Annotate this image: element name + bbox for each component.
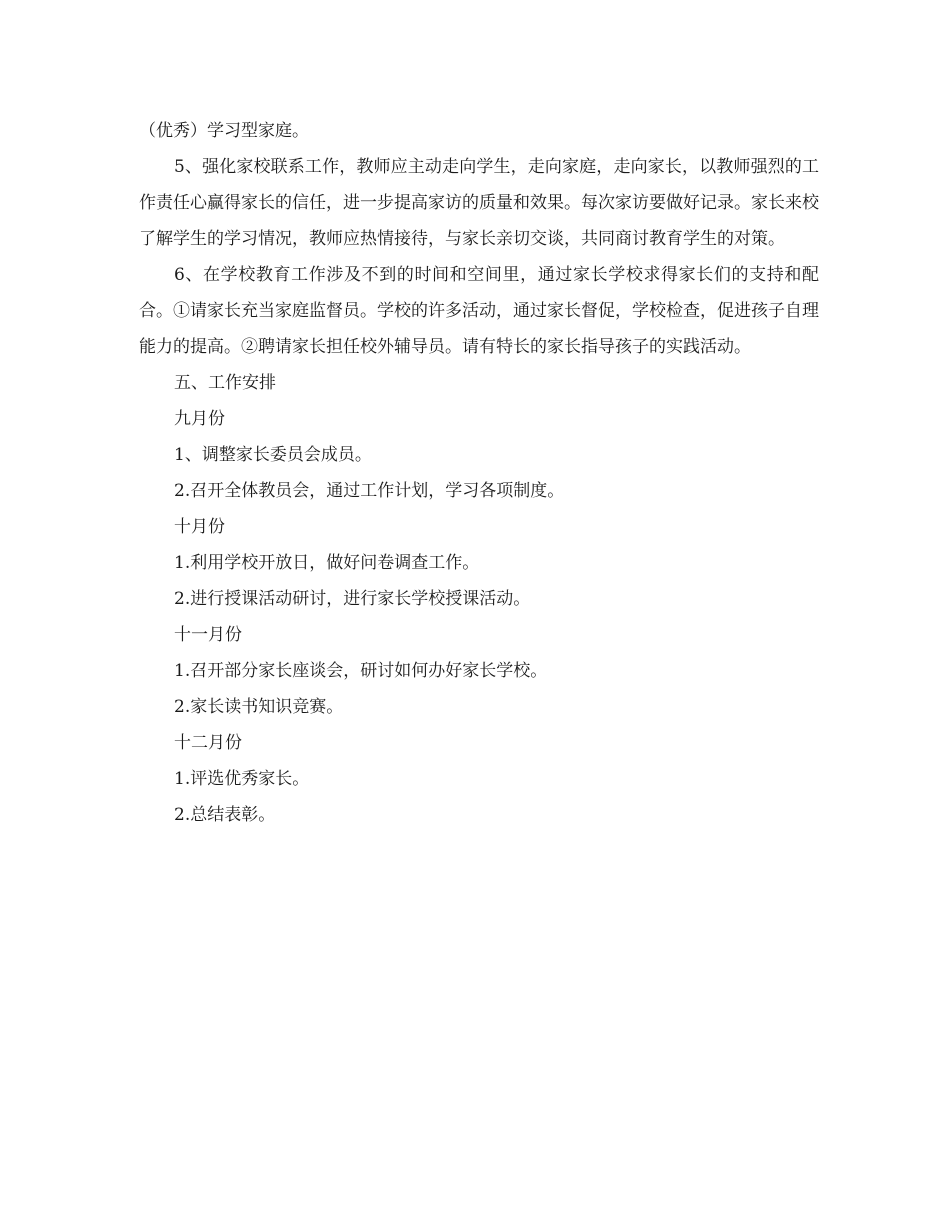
- paragraph-continuation: （优秀）学习型家庭。: [139, 121, 309, 141]
- list-item: 2.家长读书知识竞赛。: [174, 697, 344, 717]
- document-body: [139, 113, 819, 833]
- list-item: 1、调整家长委员会成员。: [174, 445, 372, 465]
- list-item: 2.进行授课活动研讨，进行家长学校授课活动。: [174, 589, 531, 609]
- paragraph-item-5: 5、强化家校联系工作，教师应主动走向学生，走向家庭，走向家长，以教师强烈的工作责任心赢得家长的信任，进一步提高家访的质量和效果。每次家访要做好记录。家长来校了解学生的学习情况，教师应热情接待，与家长亲切交谈，共同商讨教育学生的对策。: [139, 157, 819, 249]
- paragraph-item-6: 6、在学校教育工作涉及不到的时间和空间里，通过家长学校求得家长们的支持和配合。①请家长充当家庭监督员。学校的许多活动，通过家长督促，学校检查，促进孩子自理能力的提高。②聘请家长担任校外辅导员。请有特长的家长指导孩子的实践活动。: [139, 265, 819, 357]
- section-heading-work-arrangement: 五、工作安排: [174, 373, 276, 393]
- list-item: 1.评选优秀家长。: [174, 769, 310, 789]
- month-heading-november: 十一月份: [174, 625, 242, 645]
- month-heading-december: 十二月份: [174, 733, 242, 753]
- list-item: 2.总结表彰。: [174, 805, 276, 825]
- month-heading-october: 十月份: [174, 517, 225, 537]
- list-item: 2.召开全体教员会，通过工作计划，学习各项制度。: [174, 481, 565, 501]
- list-item: 1.利用学校开放日，做好问卷调查工作。: [174, 553, 480, 573]
- month-heading-september: 九月份: [174, 409, 225, 429]
- list-item: 1.召开部分家长座谈会，研讨如何办好家长学校。: [174, 661, 548, 681]
